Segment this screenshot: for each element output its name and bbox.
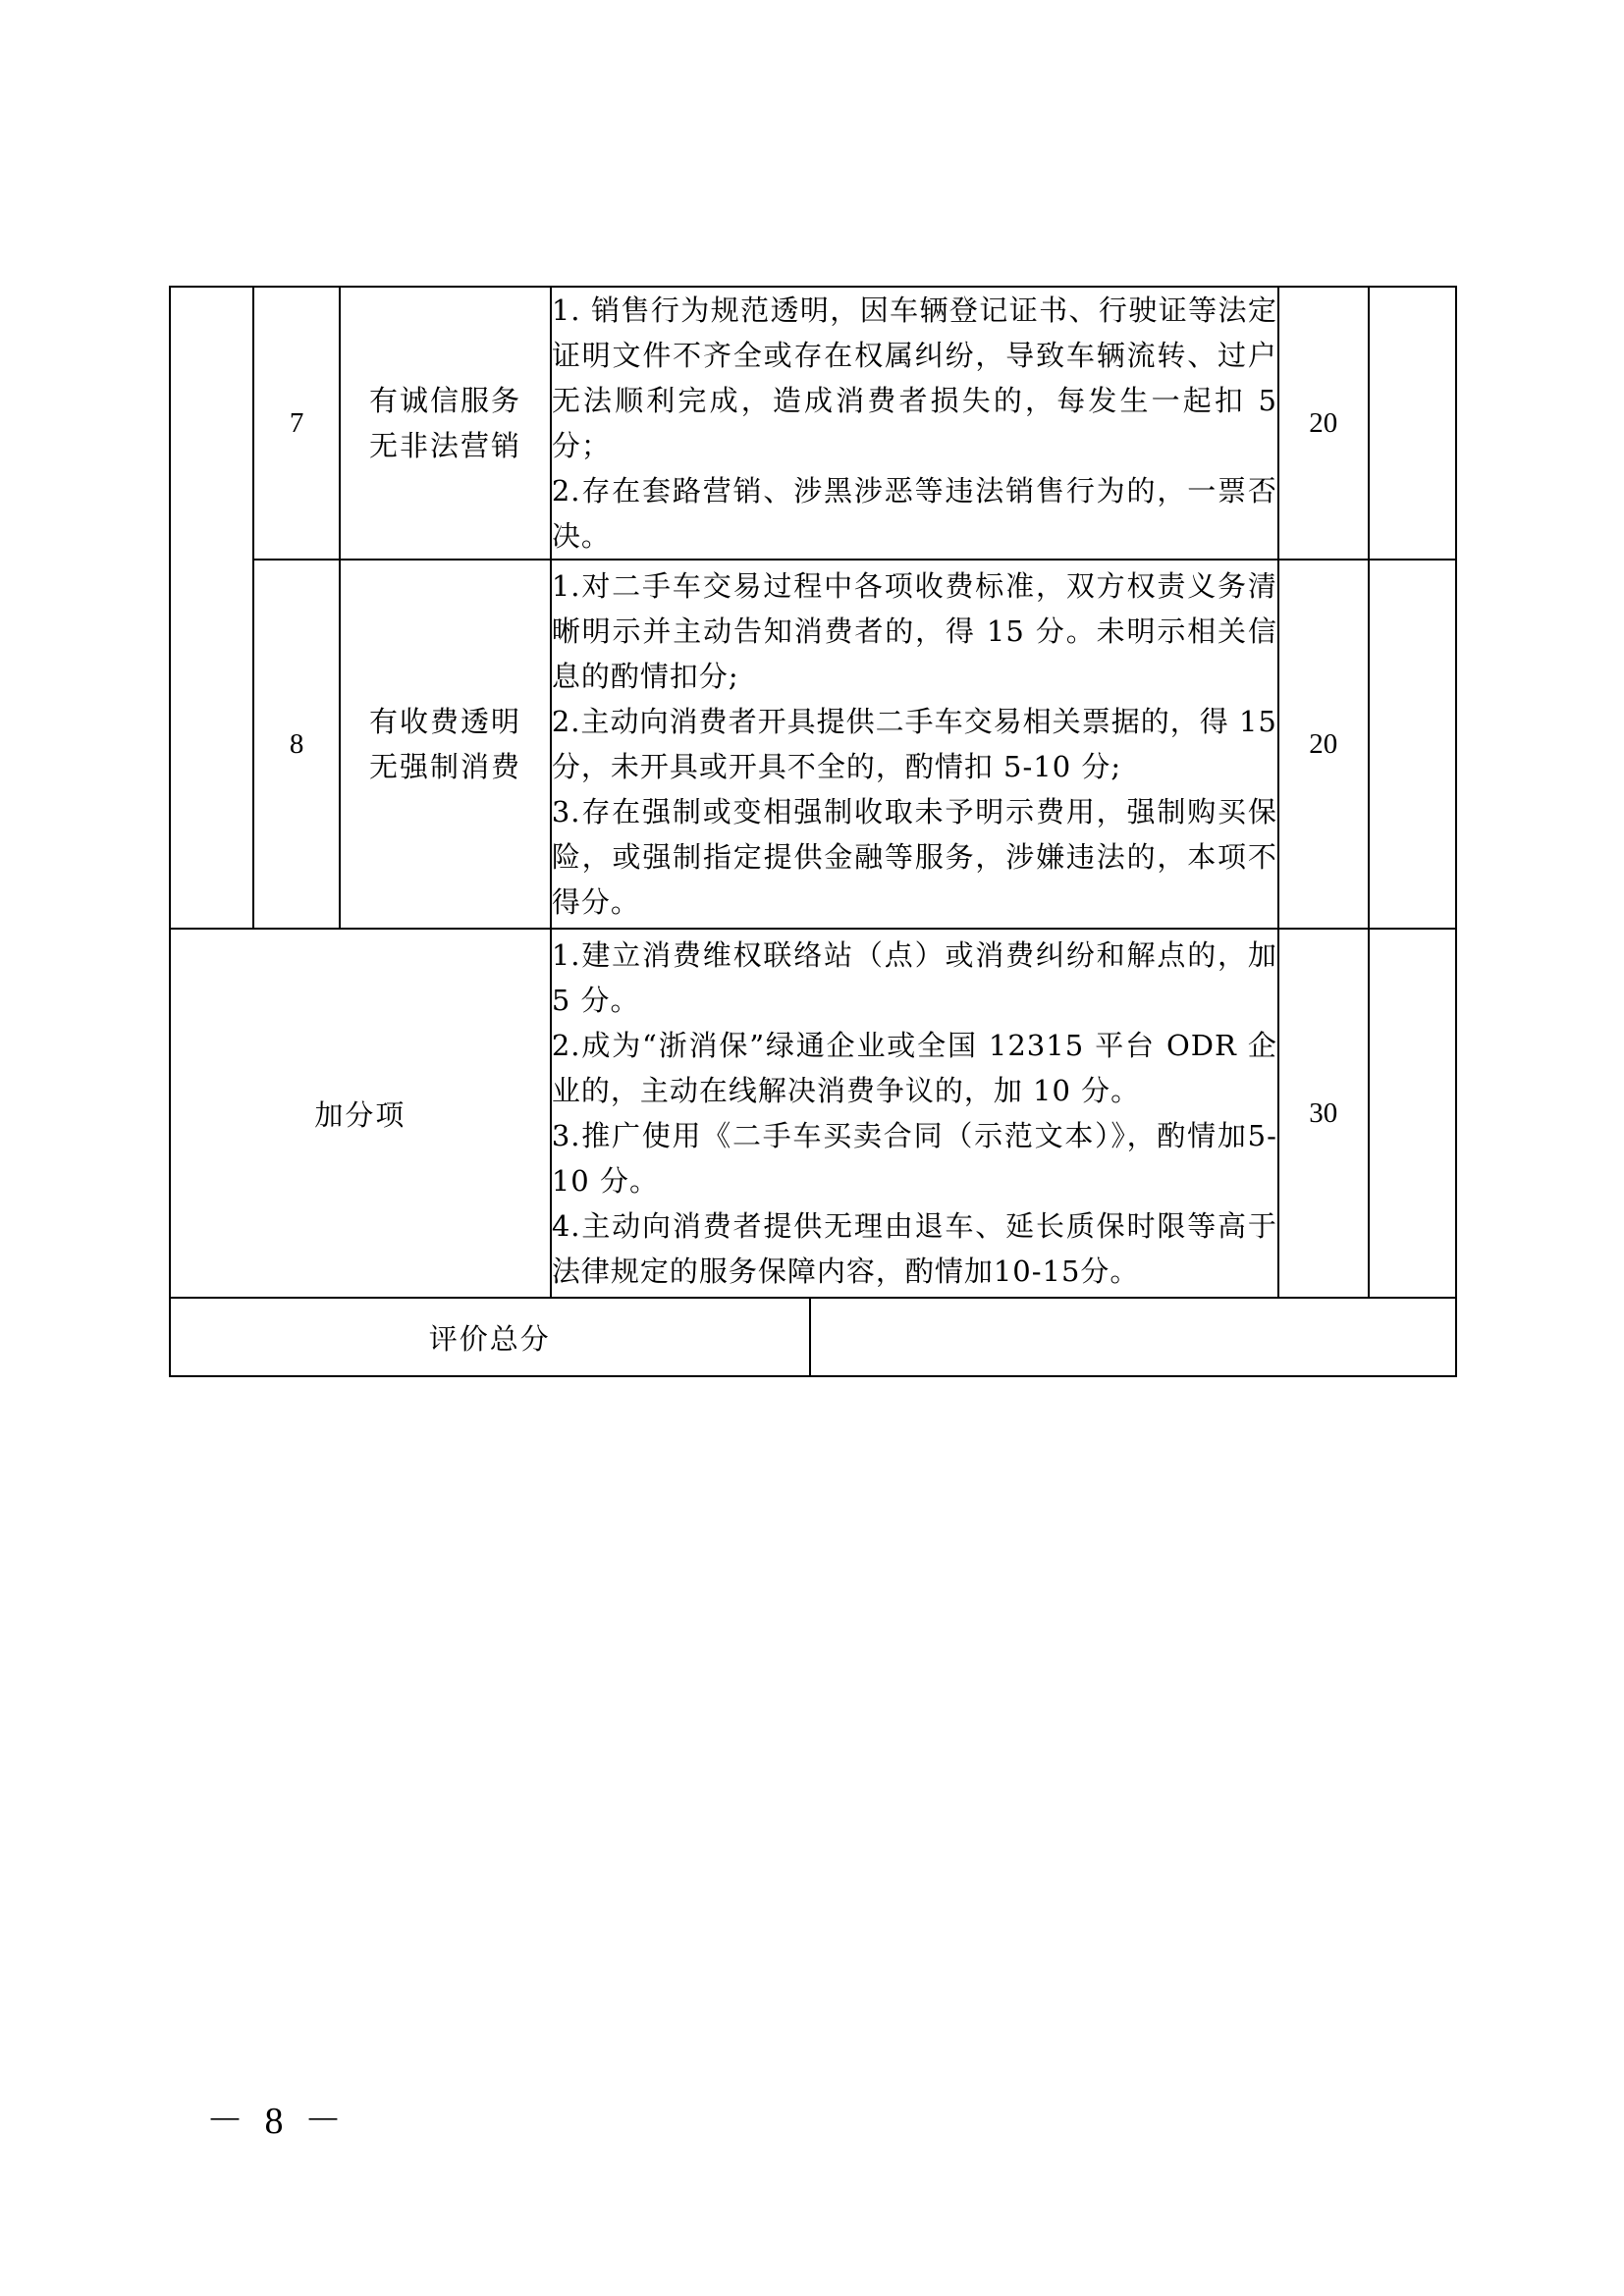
row-index: 8 <box>253 560 340 929</box>
evaluation-cell <box>1369 287 1456 560</box>
criteria-item: 1.对二手车交易过程中各项收费标准，双方权责义务清晰明示并主动告知消费者的，得 15 分。未明示相关信息的酌情扣分; <box>551 569 1277 693</box>
row-category <box>340 287 551 560</box>
bonus-label: 加分项 <box>170 929 551 1298</box>
page-number: － 8 － <box>206 2101 349 2142</box>
category-line: 有收费透明 <box>369 705 522 738</box>
category-line: 有诚信服务 <box>369 384 522 417</box>
bonus-row <box>170 929 1456 1298</box>
evaluation-cell <box>1369 929 1456 1298</box>
criteria-item: 3.存在强制或变相强制收取未予明示费用，强制购买保险，或强制指定提供金融等服务，涉嫌违法的，本项不得分。 <box>551 795 1277 919</box>
criteria-item: 1.建立消费维权联络站（点）或消费纠纷和解点的，加 5 分。 <box>551 938 1277 1017</box>
row-criteria <box>551 287 1278 560</box>
table-row <box>170 560 1456 929</box>
total-value <box>810 1298 1456 1376</box>
criteria-item: 2.主动向消费者开具提供二手车交易相关票据的，得 15 分，未开具或开具不全的，酌情扣 5-10 分; <box>551 705 1277 783</box>
criteria-item: 3.推广使用《二手车买卖合同（示范文本）》，酌情加5-10 分。 <box>551 1119 1277 1198</box>
category-line: 无强制消费 <box>369 750 522 783</box>
row-index: 7 <box>253 287 340 560</box>
table-row <box>170 287 1456 560</box>
evaluation-cell <box>1369 560 1456 929</box>
criteria-item: 1. 销售行为规范透明，因车辆登记证书、行驶证等法定证明文件不齐全或存在权属纠纷，导致车辆流转、过户无法顺利完成，造成消费者损失的，每发生一起扣 5 分； <box>551 294 1277 462</box>
category-line: 无非法营销 <box>369 429 522 462</box>
row-score: 20 <box>1278 287 1369 560</box>
group-cell <box>170 287 253 929</box>
bonus-score: 30 <box>1278 929 1369 1298</box>
row-criteria <box>551 560 1278 929</box>
criteria-item: 2.成为“浙消保”绿通企业或全国 12315 平台 ODR 企业的，主动在线解决消费争议的，加 10 分。 <box>551 1029 1277 1107</box>
bonus-criteria <box>551 929 1278 1298</box>
criteria-item: 2.存在套路营销、涉黑涉恶等违法销售行为的，一票否决。 <box>551 474 1277 553</box>
row-score: 20 <box>1278 560 1369 929</box>
evaluation-table <box>169 286 1457 1377</box>
total-label: 评价总分 <box>170 1298 810 1376</box>
row-category <box>340 560 551 929</box>
total-row <box>170 1298 1456 1376</box>
criteria-item: 4.主动向消费者提供无理由退车、延长质保时限等高于法律规定的服务保障内容，酌情加10-15分。 <box>551 1209 1277 1288</box>
